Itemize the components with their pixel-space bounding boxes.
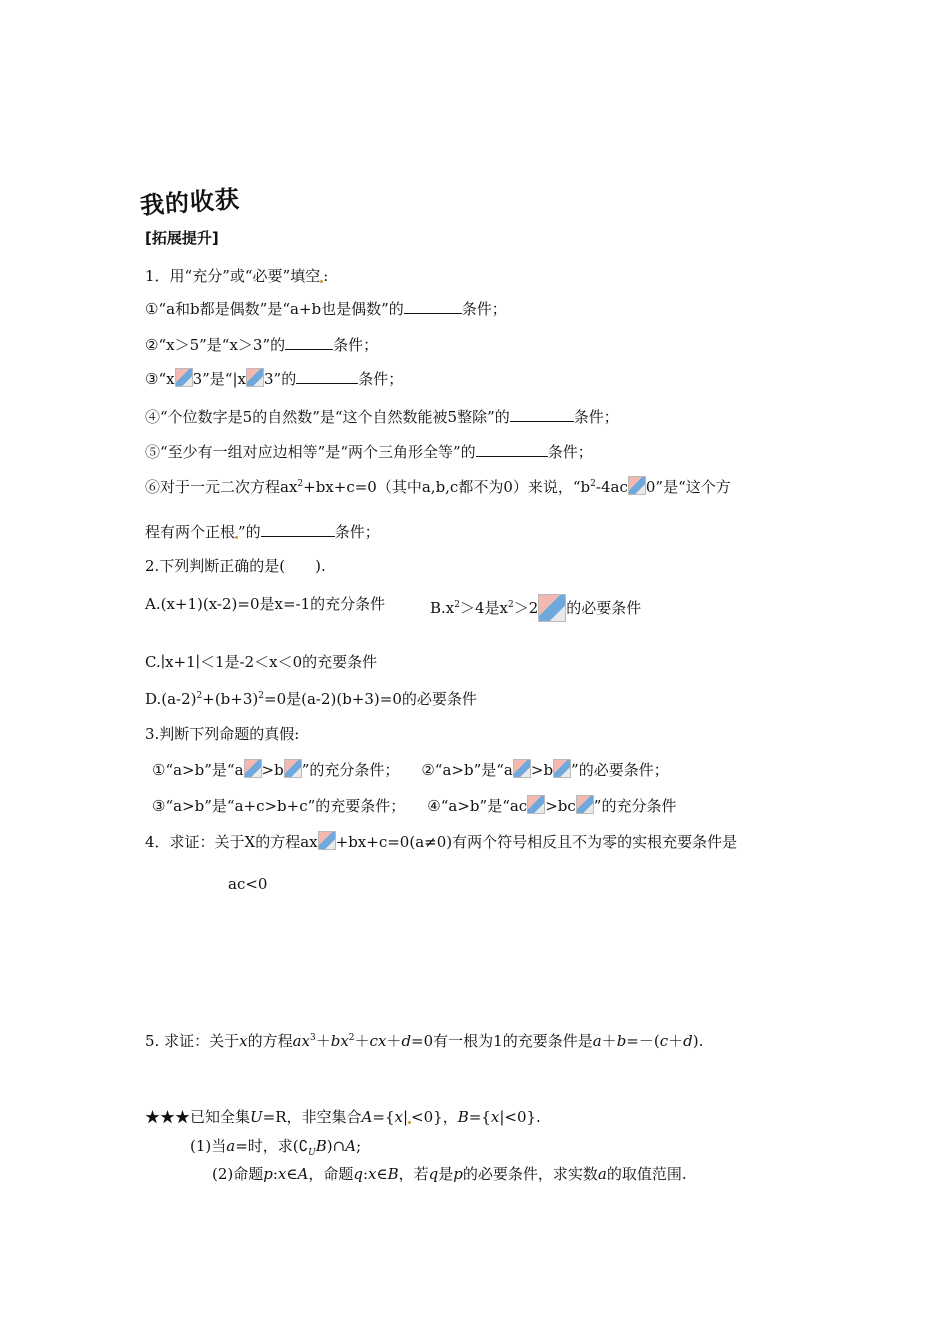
missing-image-icon xyxy=(284,759,302,778)
star-problem-stem: ★★★已知全集U=R，非空集合A={x| <0}，B={x|<0}. xyxy=(145,1108,541,1126)
q1-item-4: ④“个位数字是5的自然数”是“这个自然数能被5整除”的 条件； xyxy=(145,408,619,426)
q1-item-2: ②“x＞5”是“x＞3”的 条件； xyxy=(145,336,379,354)
q3-row-2: ③“a>b”是“a+c>b+c”的充要条件； ④“a>b”是“ac >bc ”的充分条件 xyxy=(152,797,677,815)
q1-item-6: ⑥对于一元二次方程$ax^2+bx+c=0$（其中a,b,c都不为0）来说，“$b^2-4ac$ 0”是“这个方 xyxy=(145,478,731,496)
missing-image-icon xyxy=(527,795,545,814)
missing-image-icon xyxy=(318,831,336,850)
missing-image-icon xyxy=(628,476,646,495)
answer-blank[interactable] xyxy=(404,299,462,314)
answer-blank[interactable] xyxy=(510,407,574,422)
missing-image-icon xyxy=(553,759,571,778)
q3-row-1: ①“a>b”是“a >b ”的充分条件； ②“a>b”是“a >b ”的必要条件； xyxy=(152,761,669,779)
q1-item-6-cont: 程有两个正根 ”的 条件； xyxy=(145,523,380,541)
missing-image-icon xyxy=(513,759,531,778)
q2-option-b: $B.x^2>4$是$x^2>2$ 的必要条件 xyxy=(430,594,641,622)
missing-image-icon xyxy=(175,368,193,387)
q5-stem: 5. 求证：关于x的方程$ax^3+bx^2+cx+d=0$有一根为1的充要条件是a＋b=－(c＋d). xyxy=(145,1032,704,1050)
answer-blank[interactable] xyxy=(476,442,548,457)
q1-stem: 1．用“充分”或“必要”填空 : xyxy=(145,267,329,285)
q3-stem: 3.判断下列命题的真假: xyxy=(145,725,300,743)
q4-stem: 4．求证：关于X的方程ax +bx+c=0(a≠0)有两个符号相反且不为零的实根充要条件是 xyxy=(145,833,738,851)
answer-blank[interactable] xyxy=(261,522,335,537)
missing-image-icon xyxy=(244,759,262,778)
q1-item-5: ⑤“至少有一组对应边相等”是“两个三角形全等”的 条件； xyxy=(145,443,593,461)
q2-option-d: $D.(a-2)^2+(b+3)^2=0$是(a-2)(b+3)=0的必要条件 xyxy=(145,690,477,708)
star-part-1: (1)当a=时，求$(∁_UB)\cap A$; xyxy=(190,1137,362,1158)
q2-stem: 2.下列判断正确的是( ). xyxy=(145,557,326,575)
page-title: 我的收获 xyxy=(139,185,241,220)
q1-item-1: ①“a和b都是偶数”是“a+b也是偶数”的 条件； xyxy=(145,300,507,318)
q2-option-c: C.∣x+1∣＜1是-2＜x＜0的充要条件 xyxy=(145,653,378,671)
q1-item-3: ③“x 3”是“|x 3”的 条件； xyxy=(145,370,404,388)
missing-image-icon xyxy=(246,368,264,387)
q2-option-a: A.(x+1)(x-2)=0是x=-1的充分条件 xyxy=(145,595,386,613)
answer-blank[interactable] xyxy=(296,369,358,384)
answer-blank[interactable] xyxy=(285,335,333,350)
q4-answer: ac<0 xyxy=(228,875,268,893)
star-part-2: (2)命题p:x∈A，命题q:x∈B，若q是p的必要条件，求实数a的取值范围. xyxy=(212,1165,687,1183)
missing-image-icon xyxy=(538,594,566,622)
section-heading: [拓展提升] xyxy=(145,229,219,247)
missing-image-icon xyxy=(576,795,594,814)
